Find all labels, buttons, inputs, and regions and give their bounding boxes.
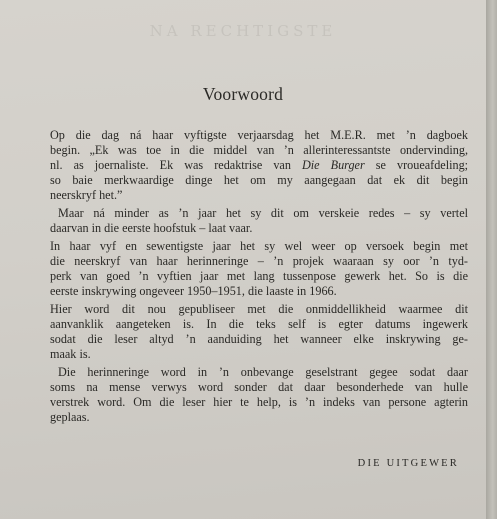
text-line-start: nl. as joernaliste. Ek was redaktrise van [50,158,291,172]
newspaper-name: Die Burger [301,158,365,172]
text-line: Op die dag ná haar vyftigste verjaarsdag het M.E.R. met ’n dagboek [50,128,468,142]
text-line: sodat die leser altyd ’n aanduiding het wanneer elke inskrywing ge- [50,332,468,346]
text-line: perk van goed ’n vyftien jaar met lang tussenpose gewerk het. So is die [50,269,468,283]
paragraph-1 [50,128,468,203]
text-line: begin. „Ek was toe in die middel van ’n allerinteressantste ondervinding, [50,143,468,157]
text-line [50,158,468,173]
paragraph-5 [50,365,468,425]
text-line: Maar ná minder as ’n jaar het sy dit om verskeie redes – sy vertel [58,206,468,220]
text-line: Hier word dit nou gepubliseer met die onmiddellikheid waarmee dit [50,302,468,316]
paragraph-3 [50,239,468,299]
foreword-body [50,128,468,425]
text-line: aanvanklik aangeteken is. In die teks self is egter datums ingewerk [50,317,468,331]
text-line: maak is. [50,347,91,361]
signature: DIE UITGEWER [357,458,459,469]
paragraph-2 [50,206,468,236]
text-line: verstrek word. Om die leser hier te help, is ’n indeks van persone agterin [50,395,468,409]
page-title: Voorwoord [202,84,284,104]
text-line: daarvan in die eerste hoofstuk – laat vaar. [50,221,253,235]
text-line: die neerskryf van haar herinneringe – ’n projek waaraan sy oor ’n tyd- [50,254,468,268]
text-line: eerste inskrywing ongeveer 1950–1951, die laaste in 1966. [50,284,337,298]
paragraph-4 [50,302,468,362]
text-line: neerskryf het.” [50,188,123,202]
text-line: In haar vyf en sewentigste jaar het sy wel weer op versoek begin met [50,239,468,253]
page-edge [486,0,497,519]
text-line: soms na mense verwys word sonder dat daar besonderhede van hulle [50,380,468,394]
text-line: geplaas. [50,410,90,424]
faded-running-head: NA RECHTIGSTE [149,22,337,40]
text-line-end: se vroueafdeling; [375,158,469,172]
text-line: Die herinneringe word in ’n onbevange geselstrant gegee sodat daar [58,365,468,379]
text-line: so baie merkwaardige dinge het om my aangegaan dat ek dit begin [50,173,468,187]
